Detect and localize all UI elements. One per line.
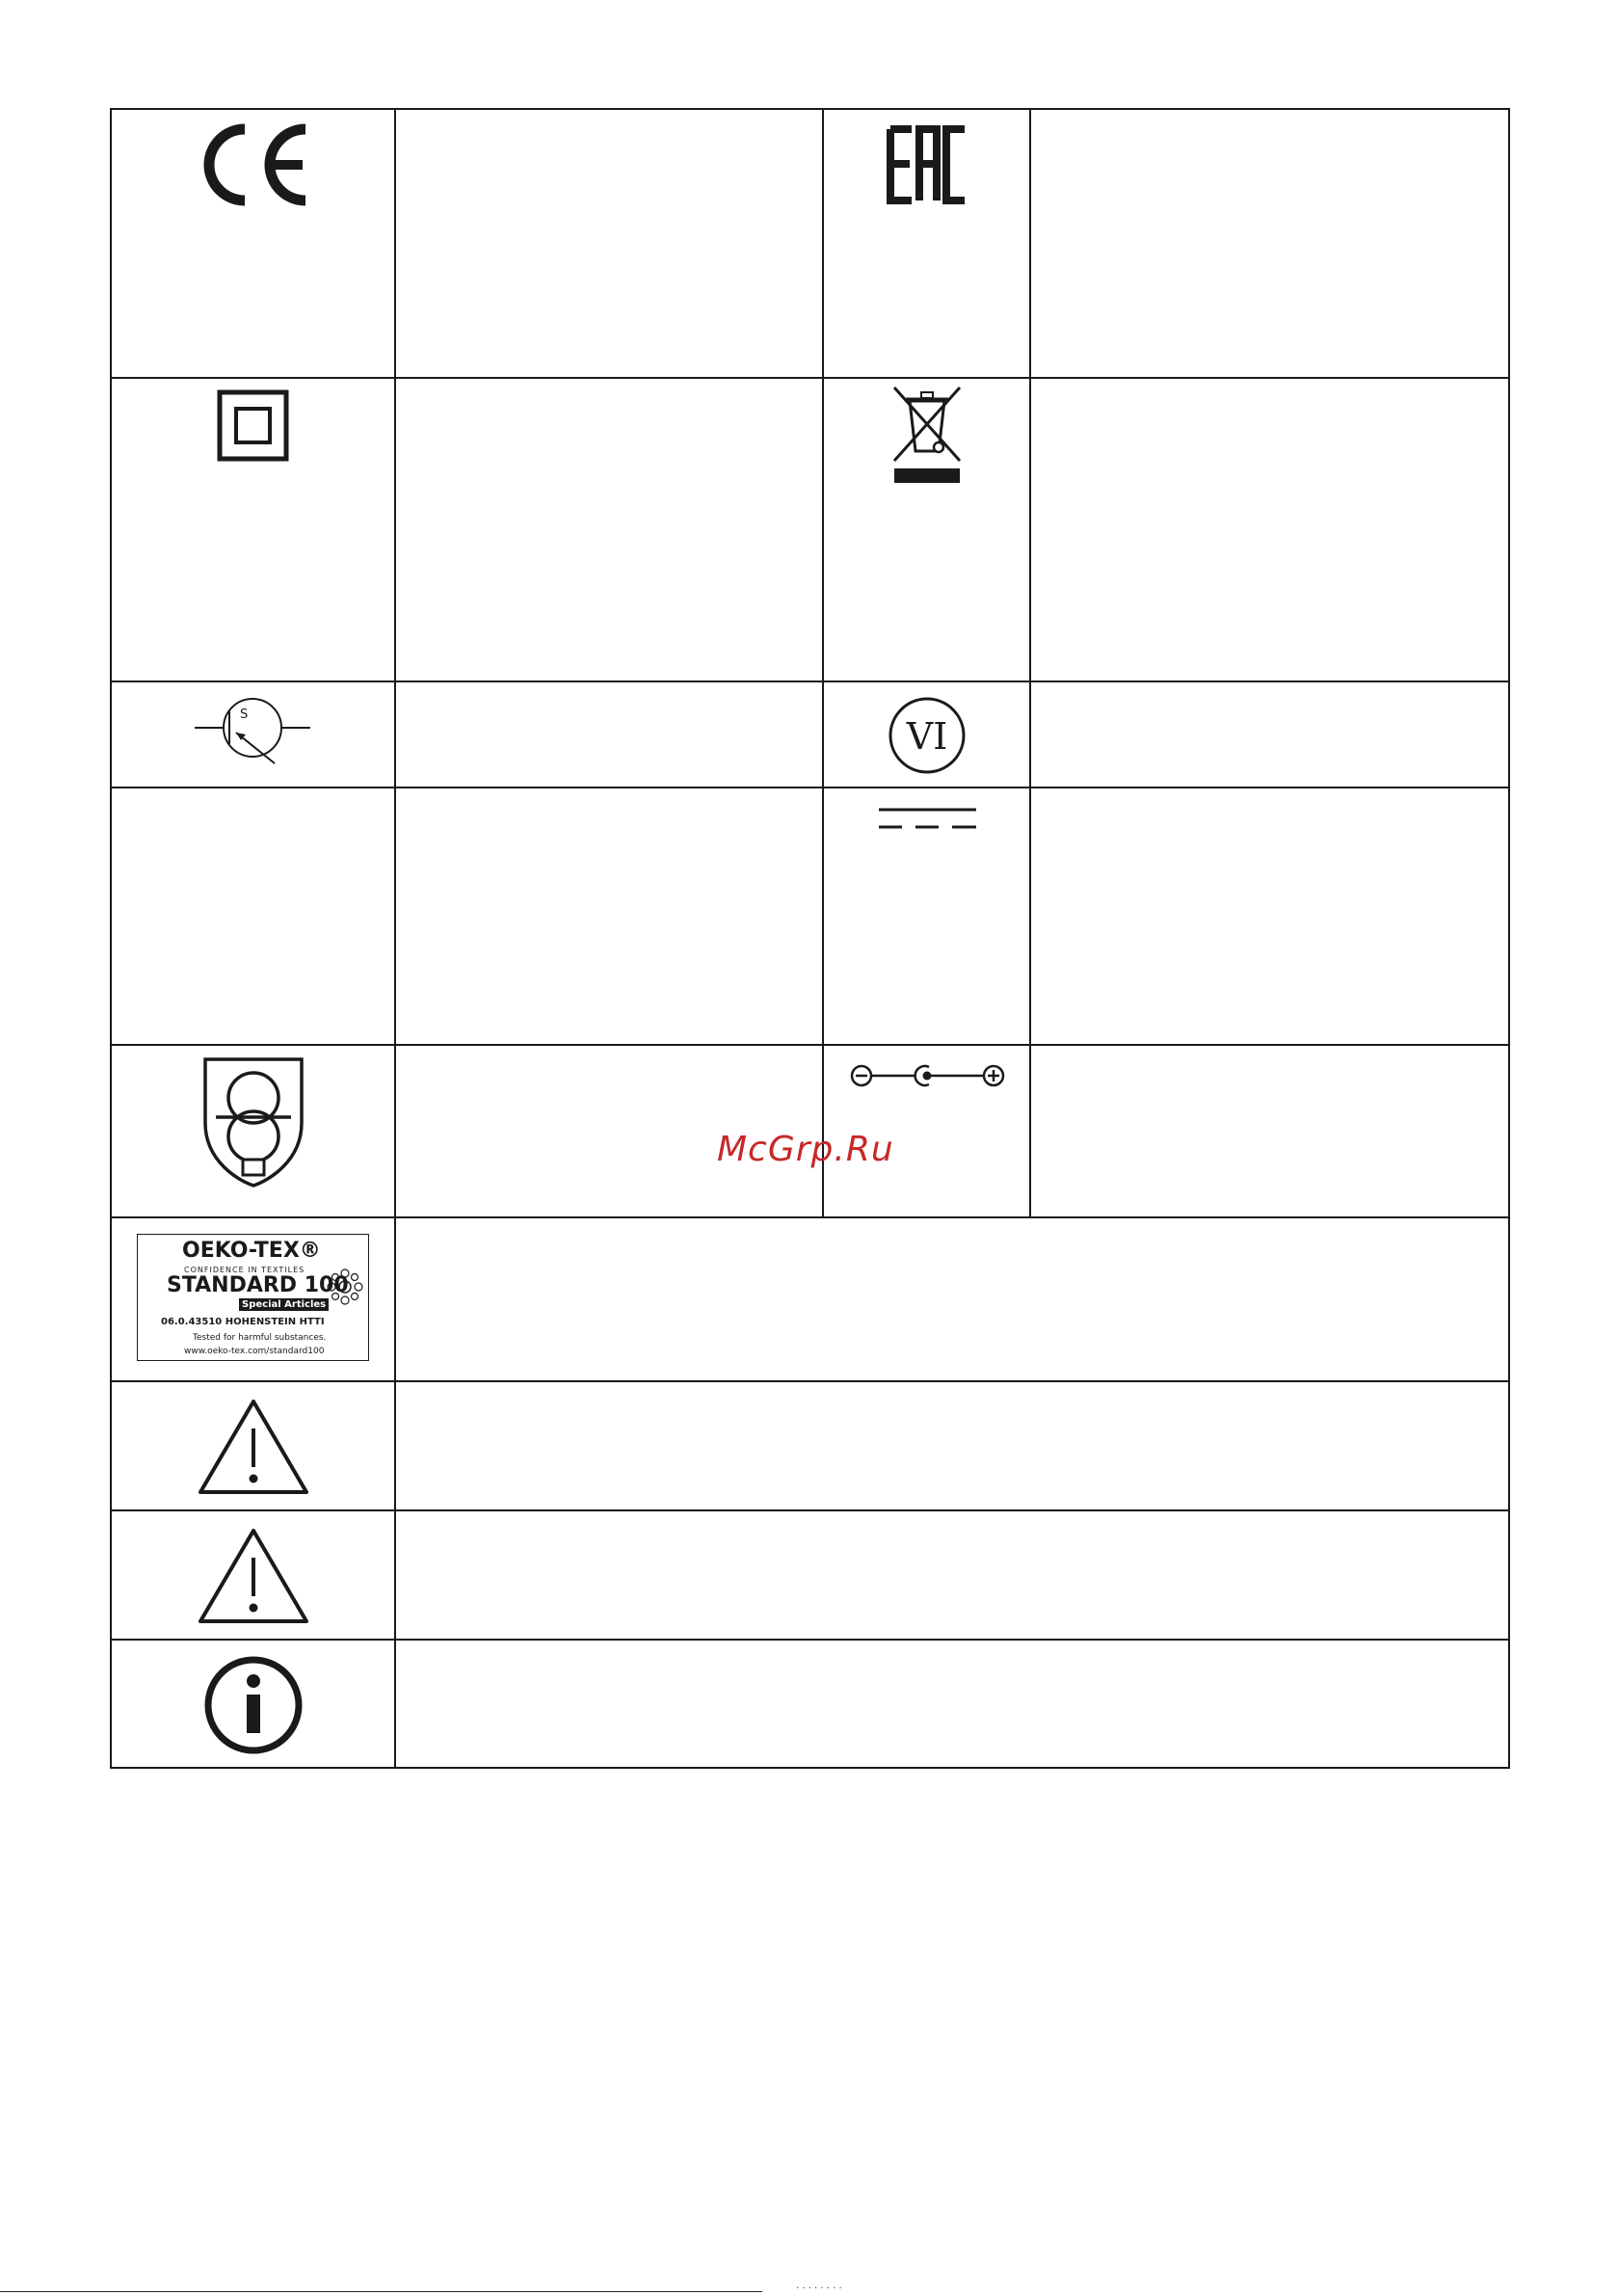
oeko-tex-number: 06.0.43510 HOHENSTEIN HTTI	[161, 1317, 325, 1327]
watermark: McGrp.Ru	[717, 1130, 894, 1169]
info-icon	[202, 1654, 305, 1756]
warning-triangle-icon	[196, 1396, 311, 1497]
oeko-tex-title: OEKO-TEX®	[182, 1239, 321, 1263]
row-divider	[110, 1639, 1510, 1641]
polarity-icon	[848, 1061, 1007, 1092]
column-divider	[394, 108, 396, 1769]
row-divider	[110, 377, 1510, 379]
class-ii-insulation-icon	[217, 389, 289, 462]
direct-current-icon	[877, 806, 978, 831]
footer-text: · · · · · · · ·	[796, 2283, 842, 2294]
thermal-switch-label: S	[240, 707, 249, 722]
eac-mark-icon	[887, 125, 968, 204]
oeko-tex-tested: Tested for harmful substances.	[193, 1333, 327, 1343]
column-divider	[1029, 108, 1031, 1217]
oeko-tex-label	[137, 1234, 369, 1361]
row-divider	[110, 681, 1510, 682]
row-divider	[110, 787, 1510, 788]
row-divider	[110, 1380, 1510, 1382]
oeko-tex-standard: STANDARD 100	[167, 1273, 349, 1297]
ce-mark-icon	[193, 123, 313, 206]
oeko-tex-subtitle: CONFIDENCE IN TEXTILES	[184, 1266, 305, 1274]
weee-crossed-bin-icon	[887, 384, 968, 486]
safety-transformer-icon	[200, 1055, 306, 1190]
efficiency-level-label: VI	[906, 715, 948, 758]
column-divider	[822, 108, 824, 1217]
efficiency-level-icon	[887, 695, 968, 776]
row-divider	[110, 1044, 1510, 1046]
row-divider	[110, 1216, 1510, 1218]
thermal-switch-icon	[193, 692, 313, 774]
oeko-tex-flower-icon	[326, 1268, 364, 1306]
footer-rule	[0, 2291, 762, 2292]
oeko-tex-special: Special Articles	[239, 1298, 329, 1311]
oeko-tex-url: www.oeko-tex.com/standard100	[184, 1347, 325, 1356]
caution-triangle-icon	[196, 1525, 311, 1626]
symbol-table	[110, 108, 1510, 1769]
row-divider	[110, 1509, 1510, 1511]
